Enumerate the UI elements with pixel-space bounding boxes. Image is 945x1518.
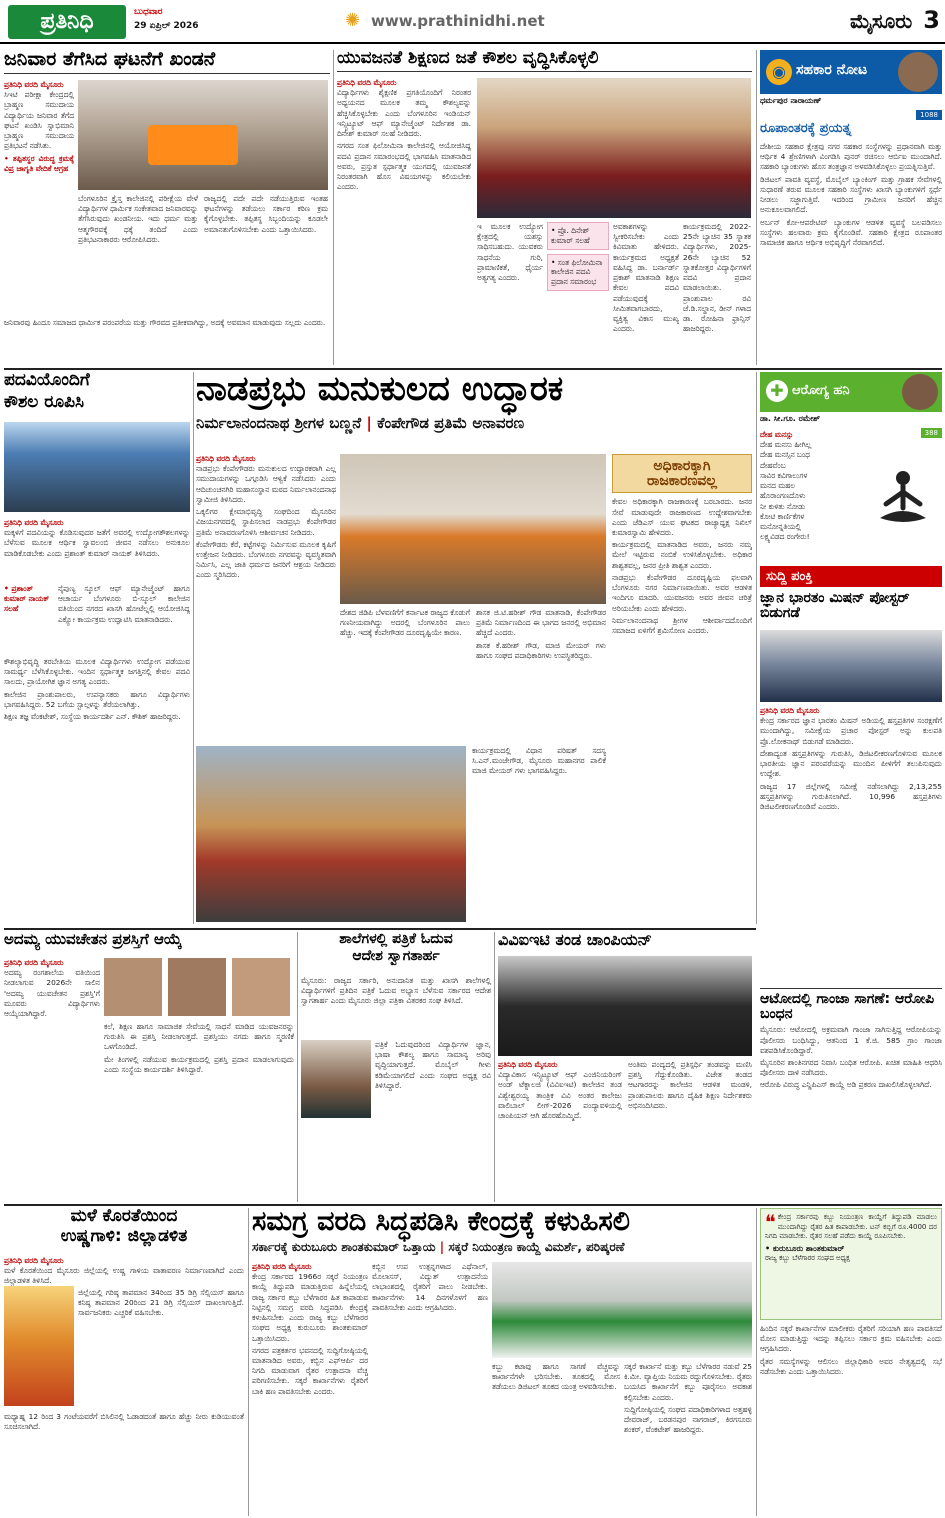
para: ಕಲೆ, ಶಿಕ್ಷಣ ಹಾಗೂ ಸಾಮಾಜಿಕ ಸೇವೆಯಲ್ಲಿ ಸಾಧನೆ ಮಾಡಿದ ಯುವಜನರನ್ನು ಗುರುತಿಸಿ ಈ ಪ್ರಶಸ್ತಿ ನೀಡಲಾಗುತ್ತದೆ. ಪ್ರಶಸ್ತಿಯು ನಗದು ಹಾಗೂ ಸ್ಮರಣಿಕೆ ಒಳಗೊಂಡಿದೆ. — [104, 1022, 294, 1052]
para: ಕೌಶಲ್ಯಾಭಿವೃದ್ಧಿ ತರಬೇತಿಯ ಮೂಲಕ ವಿದ್ಯಾರ್ಥಿಗಳು ಉದ್ಯೋಗ ಪಡೆಯುವ ಸಾಮರ್ಥ್ಯ ಬೆಳೆಸಿಕೊಳ್ಳಬೇಕು. ಇಂದಿನ ಸ್ಪರ್ಧಾತ್ಮಕ ಜಗತ್ತಿನಲ್ಲಿ ಕೇವಲ ಪದವಿ ಸಾಲದು, ಪ್ರಾಯೋಗಿಕ ಜ್ಞಾನ ಅಗತ್ಯ ಎಂದರು. — [4, 657, 190, 687]
article-body — [760, 1025, 942, 1090]
col-3 — [4, 1412, 244, 1512]
headline[interactable]: ಜ್ಞಾನ ಭಾರತಂ ಮಿಷನ್ ಪೋಸ್ಟರ್ ಬಿಡುಗಡೆ — [760, 590, 910, 621]
para: ಕಬ್ಬಿನ ಉಪ ಉತ್ಪನ್ನಗಳಾದ ಎಥೆನಾಲ್, ಮೊಲಾಸಸ್, ವಿದ್ಯುತ್ ಉತ್ಪಾದನೆಯ ಲಾಭಾಂಶದಲ್ಲಿ ರೈತರಿಗೆ ಪಾಲು ನೀಡಬೇಕು. ಕಾರ್ಖಾನೆಗಳು 14 ದಿನಗಳೊಳಗೆ ಹಣ ಪಾವತಿಸಬೇಕು ಎಂದು ಆಗ್ರಹಿಸಿದರು. — [372, 1262, 488, 1312]
logo-text: ಪ್ರತಿನಿಧಿ — [40, 9, 94, 34]
author-photo — [898, 52, 938, 92]
statue-unveiling-photo — [340, 454, 606, 604]
headline-line-2[interactable]: ಆದೇಶ ಸ್ವಾಗತಾರ್ಹ — [352, 947, 440, 964]
masthead-date — [134, 6, 254, 40]
masthead-url-block — [345, 8, 605, 36]
column-banner — [760, 372, 942, 412]
para: ಅರ್ಬನ್ ಕೋ-ಆಪರೇಟಿವ್ ಬ್ಯಾಂಕುಗಳ ಆಡಳಿತ ವ್ಯವಸ್ಥೆ ಬಲಪಡಿಸಲು ಸಂಸ್ಥೆಗಳು ಹಲವಾರು ಕ್ರಮ ಕೈಗೊಂಡಿವೆ. ಸಹಕಾರಿ ಕ್ಷೇತ್ರದ ರೂಪಾಂತರ ಸಾಮಾಜಿಕ ಹಾಗೂ ಆರ್ಥಿಕ ಅಭಿವೃದ್ಧಿಗೆ ನೆರವಾಗಲಿದೆ. — [760, 217, 942, 247]
para: ಮೈಸೂರು: ರಾಜ್ಯದ ಸರ್ಕಾರಿ, ಅನುದಾನಿತ ಮತ್ತು ಖಾಸಗಿ ಶಾಲೆಗಳಲ್ಲಿ ವಿದ್ಯಾರ್ಥಿಗಳಿಗೆ ಪ್ರತಿದಿನ ಪತ್ರಿಕೆ ಓದುವ ಅಭ್ಯಾಸ ಬೆಳೆಸುವ ಸರ್ಕಾರದ ಆದೇಶ ಸ್ವಾಗತಾರ್ಹ ಎಂದು ಮೈಸೂರು ಜಿಲ್ಲಾ ಪತ್ರಿಕಾ ವಿತರಕರ ಸಂಘ ತಿಳಿಸಿದೆ. — [301, 976, 491, 1006]
para: ಮಳೆ ಕೊರತೆಯಿಂದ ಮೈಸೂರು ಜಿಲ್ಲೆಯಲ್ಲಿ ಉಷ್ಣ ಗಾಳಿಯ ವಾತಾವರಣ ನಿರ್ಮಾಣವಾಗಿದೆ ಎಂದು ಜಿಲ್ಲಾಡಳಿತ ತಿಳಿಸಿದೆ. — [4, 1266, 244, 1286]
para: ಕೇವಲ ಅಧಿಕಾರಕ್ಕಾಗಿ ರಾಜಕಾರಣಕ್ಕೆ ಬರಬಾರದು. ಜನರ ಸೇವೆ ಮಾಡುವುದೇ ರಾಜಕಾರಣದ ಉದ್ದೇಶವಾಗಬೇಕು ಎಂದು ಜೆಡಿಎಸ್ ಯುವ ಘಟಕದ ರಾಜ್ಯಾಧ್ಯಕ್ಷ ನಿಖಿಲ್ ಕುಮಾರಸ್ವಾಮಿ ಹೇಳಿದರು. — [612, 497, 752, 538]
para: ಜನಿವಾರವು ಹಿಂದೂ ಸಮಾಜದ ಧಾರ್ಮಿಕ ಪರಂಪರೆಯ ಮತ್ತು ಗೌರವದ ಪ್ರತೀಕವಾಗಿದ್ದು, ಅದಕ್ಕೆ ಅವಮಾನ ಮಾಡುವುದು ಸಲ್ಲದು ಎಂದರು. — [4, 318, 326, 327]
poem-line: ದೇಹ ಮನಸು ಹೀಗಿಲ್ಲ — [760, 440, 812, 450]
col-3 — [476, 608, 606, 742]
para: ಒಕ್ಕಲಿಗರ ಕ್ಷೇಮಾಭಿವೃದ್ಧಿ ಸಂಘದಿಂದ ಮೈಸೂರಿನ ವಿಜಯನಗರದಲ್ಲಿ ಸ್ಥಾಪಿಸಲಾದ ನಾಡಪ್ರಭು ಕೆಂಪೇಗೌಡರ ಪ್ರತಿಮೆ ಅನಾವರಣಗೊಳಿಸಿ ಆಶೀರ್ವಚನ ನೀಡಿದರು. — [196, 507, 336, 537]
col-4 — [472, 746, 606, 922]
poem-line: ಮನದ ಮಹಲ — [760, 481, 796, 491]
dateline: ಪ್ರತಿನಿಧಿ ವರದಿ ಮೈಸೂರು — [337, 78, 397, 87]
graduation-photo — [477, 78, 751, 218]
col-2 — [375, 1040, 491, 1200]
inset-title — [612, 454, 752, 493]
dateline: ಪ್ರತಿನಿಧಿ ವರದಿ ಮೈಸೂರು — [498, 1060, 558, 1069]
para: ಕಾರ್ಯಕ್ರಮದಲ್ಲಿ ಮಾತನಾಡಿದ ಅವರು, ಜನರು ನಮ್ಮ ಮೇಲೆ ಇಟ್ಟಿರುವ ನಂಬಿಕೆ ಉಳಿಸಿಕೊಳ್ಳಬೇಕು. ಅಧಿಕಾರ ಶಾಶ್ವತವಲ್ಲ, ಜನರ ಪ್ರೀತಿ ಶಾಶ್ವತ ಎಂದರು. — [612, 540, 752, 570]
col-1 — [498, 1060, 622, 1200]
col-2 — [104, 1022, 294, 1198]
col-1 — [4, 518, 190, 578]
para: ಇ ಮೂಲಕ ಉದ್ಯೋಗ ಕ್ಷೇತ್ರದಲ್ಲಿ ಯಶಸ್ಸು ಸಾಧಿಸಬಹುದು. ಯುವಕರು ಸಾಧನೆಯ ಗುರಿ, ಪ್ರಾಮಾಣಿಕತೆ, ಧೈರ್ಯ ಅತ್ಯಗತ್ಯ ಎಂದರು. — [477, 222, 543, 283]
inset-adhikarakkagi — [612, 454, 752, 922]
para: ದೇಶೀಯ ಸಹಕಾರ ಕ್ಷೇತ್ರವು ನಗರ ಸಹಕಾರ ಸಂಸ್ಥೆಗಳನ್ನು ಪ್ರಧಾನವಾಗಿ ಮತ್ತು ಆರ್ಥಿಕ 4 ಶ್ರೇಣಿಗಳಾಗಿ ವಿಂಗಡಿಸಿ ಪುನರ್ ರಚಿಸಲು ಆರ್ಬಿಐ ಮುಂದಾಗಿದೆ. ಸಹಕಾರಿ ಬ್ಯಾಂಕುಗಳು ಹೊಸ ತಂತ್ರಜ್ಞಾನ ಅಳವಡಿಸಿಕೊಳ್ಳಲು ಪ್ರಯತ್ನಿಸುತ್ತಿವೆ. — [760, 142, 942, 172]
para: ದೇಶದ ಜಿಡಿಪಿ ಬೆಳವಣಿಗೆಗೆ ಕರ್ನಾಟಕ ರಾಜ್ಯದ ಕೊಡುಗೆ ಗಣನೀಯವಾಗಿದ್ದು ಅದರಲ್ಲಿ ಬೆಂಗಳೂರಿನ ಪಾಲು ಹೆಚ್ಚು. ಇದಕ್ಕೆ ಕೆಂಪೇಗೌಡರ ದೂರದೃಷ್ಟಿಯೇ ಕಾರಣ. — [340, 608, 470, 638]
para: ಶಿಕ್ಷಣ ತಜ್ಞ ವೆಂಕಟೇಶ್, ಸಂಸ್ಥೆಯ ಕಾರ್ಯದರ್ಶಿ ಎನ್. ಕೌಶಿಕ್ ಹಾಜರಿದ್ದರು. — [4, 712, 181, 722]
dateline: ಪ್ರತಿನಿಧಿ ವರದಿ ಮೈಸೂರು — [196, 454, 256, 463]
para: ಅದಮ್ಯ ರಂಗಶಾಲೆಯ ವತಿಯಿಂದ ನೀಡಲಾಗುವ 2026ನೇ ಸಾಲಿನ 'ಅದಮ್ಯ ಯುವಚೇತನ ಪ್ರಶಸ್ತಿ'ಗೆ ಮೂವರು ವಿದ್ಯಾರ್ಥಿಗಳು ಆಯ್ಕೆಯಾಗಿದ್ದಾರೆ. — [4, 968, 100, 1019]
para: ಮಧ್ಯಾಹ್ನ 12 ರಿಂದ 3 ಗಂಟೆಯವರೆಗೆ ಬಿಸಿಲಿನಲ್ಲಿ ಓಡಾಡದಂತೆ ಹಾಗೂ ಹೆಚ್ಚು ನೀರು ಕುಡಿಯುವಂತೆ ಸೂಚಿಸಲಾಗಿದೆ. — [4, 1412, 244, 1432]
col-1 — [196, 454, 336, 744]
column-suddi-pankti — [760, 566, 942, 986]
column-aarogya-hani — [760, 372, 942, 562]
protest-photo — [78, 80, 328, 190]
para: ಹಿಂದಿನ ಸಕ್ಕರೆ ಕಾರ್ಖಾನೆಗಳ ಮಾಲೀಕರು ರೈತರಿಗೆ ಸರಿಯಾಗಿ ಹಣ ಪಾವತಿಸದೆ ಮೋಸ ಮಾಡುತ್ತಿದ್ದು ಇದನ್ನು ತಪ್ಪಿಸಲು ಸರ್ಕಾರ ಕ್ರಮ ವಹಿಸಬೇಕು ಎಂದು ಆಗ್ರಹಿಸಿದರು. — [760, 1324, 942, 1354]
dateline: ಪ್ರತಿನಿಧಿ ವರದಿ ಮೈಸೂರು — [252, 1262, 312, 1271]
tag-2: • ಸಂತ ಫಿಲೋಮಿನಾ ಕಾಲೇಜಿನ ಪದವಿ ಪ್ರದಾನ ಸಮಾರಂಭ — [547, 254, 609, 291]
pull-tags — [547, 222, 609, 362]
para: ಮೈಸೂರಿನ ಶಾಂತಿನಗರದ ನಿವಾಸಿ ಬಂಧಿತ ಆರೋಪಿ. ಖಚಿತ ಮಾಹಿತಿ ಆಧರಿಸಿ ಪೊಲೀಸರು ದಾಳಿ ನಡೆಸಿದರು. — [760, 1058, 942, 1078]
para: ಮೇ ತಿಂಗಳಲ್ಲಿ ನಡೆಯುವ ಕಾರ್ಯಕ್ರಮದಲ್ಲಿ ಪ್ರಶಸ್ತಿ ಪ್ರದಾನ ಮಾಡಲಾಗುವುದು ಎಂದು ಸಂಸ್ಥೆಯ ಕಾರ್ಯದರ್ಶಿ ತಿಳಿಸಿದ್ದಾರೆ. — [104, 1054, 294, 1074]
author-name: ಧರ್ಮಪುರ ನಾರಾಯಣ್ — [760, 96, 822, 105]
person-photo — [301, 1040, 371, 1118]
col-3 — [613, 222, 679, 362]
intro: ಸಿಇಟಿ ಪರೀಕ್ಷಾ ಕೇಂದ್ರದಲ್ಲಿ ಬ್ರಾಹ್ಮಣ ಸಮುದಾಯ ವಿದ್ಯಾರ್ಥಿಯ ಜನಿವಾರ ತೆಗೆದ ಘಟನೆ ಖಂಡಿಸಿ ಸ್ವಾಭಿಮಾನಿ ಬ್ರಾಹ್ಮಣ ಸಮುದಾಯ ಪ್ರತಿಭಟನೆ ನಡೆಸಿತು. — [4, 90, 74, 151]
side-tag: • ಪ್ರಶಾಂತ್ ಕುಮಾರ್ ನಾಯಕ್ ಸಲಹೆ — [4, 584, 54, 613]
col-1 — [4, 958, 100, 1198]
col-2 — [340, 608, 470, 742]
col-3 — [4, 657, 190, 922]
poster-release-photo — [760, 630, 942, 702]
headline-line-2[interactable]: ಕೌಶಲ ರೂಪಿಸಿ — [4, 391, 84, 412]
para: ಪತ್ರಿಕೆ ಓದುವುದರಿಂದ ವಿದ್ಯಾರ್ಥಿಗಳ ಜ್ಞಾನ, ಭಾಷಾ ಕೌಶಲ್ಯ ಹಾಗೂ ಸಾಮಾನ್ಯ ಅರಿವು ವೃದ್ಧಿಯಾಗುತ್ತದೆ. ಮೊಬೈಲ್ ಗೀಳು ಕಡಿಮೆಯಾಗಲಿದೆ ಎಂದು ಸಂಘದ ಅಧ್ಯಕ್ಷ ರವಿ ತಿಳಿಸಿದ್ದಾರೆ. — [375, 1040, 491, 1090]
column-code: 1088 — [916, 110, 942, 120]
para: ಕೇಂದ್ರ ಸರ್ಕಾರದ ಜ್ಞಾನ ಭಾರತಂ ಮಿಷನ್ ಅಡಿಯಲ್ಲಿ ಹಸ್ತಪ್ರತಿಗಳ ಸಂರಕ್ಷಣೆಗೆ ಮುಂದಾಗಿದ್ದು, ಸಮೀಕ್ಷೆಯ ಪ್ರಚಾರ ಪೋಸ್ಟರ್ ಅನ್ನು ಕುಲಪತಿ ಪ್ರೊ.ಲೋಕನಾಥ್ ಬಿಡುಗಡೆ ಮಾಡಿದರು. — [760, 716, 942, 746]
winner-photo-1 — [104, 958, 162, 1016]
col-2 — [78, 1288, 244, 1408]
poem-line: ನೀ ಕುಳಿತು ನೋಡು — [760, 501, 806, 511]
para: ಕಾರ್ಯಕ್ರಮದಲ್ಲಿ 2022-25ನೇ ಬ್ಯಾಚಿನ 35 ಸ್ನಾತಕ ವಿದ್ಯಾರ್ಥಿಗಳು, 2025-26ನೇ ಬ್ಯಾಚಿನ 52 ಸ್ನಾತಕೋತ್ತರ ವಿದ್ಯಾರ್ಥಿಗಳಿಗೆ ಪದವಿ ಪ್ರದಾನ ಮಾಡಲಾಯಿತು. ಪ್ರಾಂಶುಪಾಲ ರವಿ ಜೆ.ಡಿ.ಸಲ್ಡಾನ, ಡೀನ್ ಗಳಾದ ಡಾ. ರೋಹಿನಾ ಫ್ರಾನ್ಸಿಸ್ ಹಾಜರಿದ್ದರು. — [683, 222, 751, 334]
quote-byline: • ಕುರುಬೂರು ಶಾಂತಕುಮಾರ್ — [765, 1243, 845, 1253]
col-4 — [624, 1362, 752, 1514]
col-wide — [4, 318, 328, 364]
article-samagra-varadi — [252, 1208, 752, 1516]
para: ಬೆಂಗಳೂರಿನ ಕ್ರೈಸ್ತ ಕಾಲೇಜಿನಲ್ಲಿ ಪರೀಕ್ಷೆಯ ವೇಳೆ ವಿದ್ಯಾರ್ಥಿಗಳ ಧಾರ್ಮಿಕ ಸಂಕೇತವಾದ ಜನಿವಾರವನ್ನು ತೆಗೆಸಿರುವುದು ಖಂಡನೀಯ. ಇದು ಧರ್ಮ ಮತ್ತು ಆತ್ಮಗೌರವಕ್ಕೆ ಧಕ್ಕೆ ತಂದಿದೆ ಎಂದು ಪ್ರತಿಭಟನಾಕಾರರು ಆರೋಪಿಸಿದರು. — [78, 194, 198, 244]
city-label: ಮೈಸೂರು — [849, 9, 913, 33]
subheadline: ಸರ್ಕಾರಕ್ಕೆ ಕುರುಬೂರು ಶಾಂತಕುಮಾರ್ ಒತ್ತಾಯ | ಸಕ್ಕರೆ ನಿಯಂತ್ರಣ ಕಾಯ್ದೆ ವಿಮರ್ಶೆ, ಪರಿಷ್ಕರಣೆ — [252, 1240, 625, 1255]
subhead-a: ನಿರ್ಮಲಾನಂದನಾಥ ಶ್ರೀಗಳ ಬಣ್ಣನೆ — [196, 413, 362, 432]
quote-text: ಕೇಂದ್ರ ಸರ್ಕಾರವು ಕಬ್ಬು ನಿಯಂತ್ರಣ ಕಾಯ್ದೆಗೆ ತಿದ್ದುಪಡಿ ಮಾಡಲು ಮುಂದಾಗಿದ್ದು ರೈತರ ಹಿತ ಕಾಪಾಡಬೇಕು. ಟನ್ ಕಬ್ಬಿಗೆ ರೂ.4000 ದರ ನಿಗದಿ ಮಾಡಬೇಕು. ರೈತರ ಸಲಹೆ ಪಡೆದು ಕಾಯ್ದೆ ರೂಪಿಸಬೇಕು. — [765, 1213, 937, 1241]
para: ರಾಜ್ಯದಲ್ಲಿ ಪದೇ ಪದೇ ನಡೆಯುತ್ತಿರುವ ಇಂತಹ ಘಟನೆಗಳನ್ನು ತಡೆಯಲು ಸರ್ಕಾರ ಕಠಿಣ ಕ್ರಮ ಕೈಗೊಳ್ಳಬೇಕು. ತಪ್ಪಿತಸ್ಥ ಸಿಬ್ಬಂದಿಯನ್ನು ಕೂಡಲೇ ಅಮಾನತುಗೊಳಿಸಬೇಕು ಎಂದು ಒತ್ತಾಯಿಸಿದರು. — [204, 194, 328, 234]
subhead-b: ಸಕ್ಕರೆ ನಿಯಂತ್ರಣ ಕಾಯ್ದೆ ವಿಮರ್ಶೆ, ಪರಿಷ್ಕರಣೆ — [448, 1240, 625, 1255]
inset-title-a[interactable]: ಅಧಿಕಾರಕ್ಕಾಗಿ — [653, 458, 711, 474]
para: ಕಬ್ಬು ಕಟಾವು ಹಾಗೂ ಸಾಗಣೆ ವೆಚ್ಚವನ್ನು ಕಾರ್ಖಾನೆಗಳೇ ಭರಿಸಬೇಕು. ತೂಕದಲ್ಲಿ ಮೋಸ ತಡೆಯಲು ಡಿಜಿಟಲ್ ತೂಕದ ಯಂತ್ರ ಅಳವಡಿಸಬೇಕು. — [492, 1362, 620, 1392]
para: ಶಾಸಕ ಕೆ.ಹರೀಶ್ ಗೌಡ, ಮಾಜಿ ಮೇಯರ್ ಗಳು ಹಾಗೂ ಸಂಘದ ಪದಾಧಿಕಾರಿಗಳು ಉಪಸ್ಥಿತರಿದ್ದರು. — [476, 640, 606, 660]
para: ವಿದ್ಯಾವಿಕಾಸ ಇನ್ಸ್ಟಿಟ್ಯೂಟ್ ಆಫ್ ಎಂಜಿನಿಯರಿಂಗ್ ಅಂಡ್ ಟೆಕ್ನಾಲಜಿ (ವಿವಿಐಇಟಿ) ಕಾಲೇಜಿನ ತಂಡ ವಿಶ್ವೇಶ್ವರಯ್ಯ ತಾಂತ್ರಿಕ ವಿವಿ ಅಂತರ ಕಾಲೇಜು ವಾಲಿಬಾಲ್ ಲೀಗ್-2026 ಪಂದ್ಯಾವಳಿಯಲ್ಲಿ ಚಾಂಪಿಯನ್ ಆಗಿ ಹೊರಹೊಮ್ಮಿದೆ. — [498, 1070, 622, 1121]
article-heatwave — [4, 1208, 244, 1516]
headline-line-2[interactable]: ಉಷ್ಣಗಾಳಿ: ಜಿಲ್ಲಾಡಳಿತ — [60, 1225, 188, 1246]
headline-line-1[interactable]: ಪದವಿಯೊಂದಿಗೆ — [4, 372, 90, 390]
headline[interactable]: ಯುವಜನತೆ ಶಿಕ್ಷಣದ ಜತೆ ಕೌಶಲ ವೃದ್ಧಿಸಿಕೊಳ್ಳಲಿ — [337, 50, 752, 72]
poem-line: ದೇಹ ಮನಸ್ಸಿನ ಬಂಧ — [760, 450, 810, 460]
para: ವಿದ್ಯಾರ್ಥಿಗಳು ಶೈಕ್ಷಣಿಕ ಪ್ರಗತಿಯೊಂದಿಗೆ ನಿರಂತರ ಅಧ್ಯಯನದ ಮೂಲಕ ತಮ್ಮ ಕೌಶಲ್ಯವನ್ನು ಹೆಚ್ಚಿಸಿಕೊಳ್ಳಬೇಕು ಎಂದು ಬೆಂಗಳೂರಿನ ಇಂಡಿಯನ್ ಇನ್ಸ್ಟಿಟ್ಯೂಟ್ ಆಫ್ ಮ್ಯಾನೇಜ್ಮೆಂಟ್ ನಿರ್ದೇಶಕ ಡಾ. ದಿನೇಶ್ ಕುಮಾರ್ ಸಲಹೆ ನೀಡಿದರು. — [337, 88, 471, 139]
poem-line: ಮನೋನ್ನತಿಯಲ್ಲಿ — [760, 521, 801, 531]
headline[interactable]: ಜನಿವಾರ ತೆಗೆಸಿದ ಘಟನೆಗೆ ಖಂಡನೆ — [4, 50, 330, 74]
para: ಮೈಸೂರು: ಆಟೋದಲ್ಲಿ ಅಕ್ರಮವಾಗಿ ಗಾಂಜಾ ಸಾಗಿಸುತ್ತಿದ್ದ ಆರೋಪಿಯನ್ನು ಪೊಲೀಸರು ಬಂಧಿಸಿದ್ದು, ಆತನಿಂದ 1 ಕೆ.ಜಿ. 585 ಗ್ರಾಂ ಗಾಂಜಾ ವಶಪಡಿಸಿಕೊಂಡಿದ್ದಾರೆ. — [760, 1025, 942, 1055]
article-vviet-champion — [498, 932, 752, 1202]
para: ನಗರದ ಸಂತ ಫಿಲೋಮಿನಾ ಕಾಲೇಜಿನಲ್ಲಿ ಆಯೋಜಿಸಿದ್ದ ಪದವಿ ಪ್ರದಾನ ಸಮಾರಂಭದಲ್ಲಿ ಭಾಗವಹಿಸಿ ಮಾತನಾಡಿದ ಅವರು, ಪ್ರಸ್ತುತ ಸ್ಪರ್ಧಾತ್ಮಕ ಯುಗದಲ್ಲಿ ಯುವಜನತೆ ನಿರಂತರವಾಗಿ ಹೊಸ ವಿಷಯಗಳನ್ನು ಕಲಿಯಬೇಕು ಎಂದರು. — [337, 141, 471, 192]
col-2 — [477, 222, 543, 362]
col-1 — [252, 1262, 368, 1514]
section-title: ಸುದ್ದಿ ಪಂಕ್ತಿ — [760, 566, 942, 587]
expo-photo — [4, 422, 190, 512]
article-shale-patrike — [301, 932, 491, 1202]
col-2 — [78, 194, 198, 334]
headline-line-1[interactable]: ಶಾಲೆಗಳಲ್ಲಿ ಪತ್ರಿಕೆ ಓದುವ — [339, 932, 453, 947]
quote-role: ರಾಜ್ಯ ಕಬ್ಬು ಬೆಳೆಗಾರರ ಸಂಘದ ಅಧ್ಯಕ್ಷ — [765, 1253, 850, 1262]
para: ಅವಕಾಶಗಳನ್ನು ಸ್ವೀಕರಿಸಬೇಕು ಎಂದು ಕಿವಿಮಾತು ಹೇಳಿದರು. ಕಾರ್ಯಕ್ರಮದ ಅಧ್ಯಕ್ಷತೆ ವಹಿಸಿದ್ದ ಡಾ. ಬರ್ನಾರ್ಡ್ ಪ್ರಕಾಶ್ ಮಾತನಾಡಿ ಶಿಕ್ಷಣ ಕೇವಲ ಪದವಿ ಪಡೆಯುವುದಕ್ಕೆ ಸೀಮಿತವಾಗಬಾರದು, ವ್ಯಕ್ತಿತ್ವ ವಿಕಾಸ ಮುಖ್ಯ ಎಂದರು. — [613, 222, 679, 334]
quote-followup — [760, 1324, 942, 1377]
column-sahakara-nota — [760, 50, 942, 365]
dateline: ಪ್ರತಿನಿಧಿ ವರದಿ ಮೈಸೂರು — [4, 80, 64, 89]
dateline: ಪ್ರತಿನಿಧಿ ವರದಿ ಮೈಸೂರು — [4, 1256, 64, 1265]
para: ಶಾಸಕ ಜಿ.ಟಿ.ಹರೀಶ್ ಗೌಡ ಮಾತನಾಡಿ, ಕೆಂಪೇಗೌಡರ ಪ್ರತಿಮೆ ನಿರ್ಮಾಣದಿಂದ ಈ ಭಾಗದ ಜನರಲ್ಲಿ ಅಭಿಮಾನ ಹೆಚ್ಚಿದೆ ಎಂದರು. — [476, 608, 606, 638]
poem-line: ಹೊರಾಂಗಣದೊಳು — [760, 491, 806, 501]
subhead-b: ಕೆಂಪೇಗೌಡ ಪ್ರತಿಮೆ ಅನಾವರಣ — [377, 413, 525, 432]
meditation-icon — [868, 464, 938, 534]
para: ಸುದ್ದಿಗೋಷ್ಠಿಯಲ್ಲಿ ಸಂಘದ ಪದಾಧಿಕಾರಿಗಳಾದ ಅತ್ತಹಳ್ಳಿ ದೇವರಾಜ್, ಬರಡನಪುರ ನಾಗರಾಜ್, ಕಿರಗಸೂರು ಶಂಕರ್, ವೆಂಕಟೇಶ್ ಹಾಜರಿದ್ದರು. — [624, 1404, 752, 1435]
website-link[interactable]: www.prathinidhi.net — [371, 12, 545, 30]
author-name: ಡಾ. ಸೀ.ಗೂ. ರಮೇಶ್ — [760, 414, 821, 423]
col-3 — [204, 194, 328, 334]
day-label: ಬುಧವಾರ — [134, 7, 163, 17]
para: ಕೆಂಪೇಗೌಡರು ಕೆರೆ, ಕಟ್ಟೆಗಳನ್ನು ನಿರ್ಮಿಸುವ ಮೂಲಕ ಕೃಷಿಗೆ ಉತ್ತೇಜನ ನೀಡಿದರು. ಬೆಂಗಳೂರು ನಗರವನ್ನು ವ್ಯವಸ್ಥಿತವಾಗಿ ನಿರ್ಮಿಸಿ, ಎಲ್ಲ ಜಾತಿ ಧರ್ಮದ ಜನರಿಗೆ ಆಶ್ರಯ ನೀಡಿದರು ಎಂದು ಸ್ಮರಿಸಿದರು. — [196, 539, 336, 580]
winner-photo-2 — [168, 958, 226, 1016]
para: ಕೇಂದ್ರ ಸರ್ಕಾರದ 1966ರ ಸಕ್ಕರೆ ನಿಯಂತ್ರಣ ಕಾಯ್ದೆ ತಿದ್ದುಪಡಿ ಮಾಡುತ್ತಿರುವ ಹಿನ್ನೆಲೆಯಲ್ಲಿ ರಾಜ್ಯ ಸರ್ಕಾರ ಕಬ್ಬು ಬೆಳೆಗಾರರ ಹಿತ ಕಾಪಾಡುವ ನಿಟ್ಟಿನಲ್ಲಿ ಸಮಗ್ರ ವರದಿ ಸಿದ್ಧಪಡಿಸಿ ಕೇಂದ್ರಕ್ಕೆ ಕಳುಹಿಸಬೇಕು ಎಂದು ರಾಜ್ಯ ಕಬ್ಬು ಬೆಳೆಗಾರರ ಸಂಘದ ಅಧ್ಯಕ್ಷ ಕುರುಬೂರು ಶಾಂತಕುಮಾರ್ ಒತ್ತಾಯಿಸಿದರು. — [252, 1272, 368, 1343]
headline[interactable]: ಸಮಗ್ರ ವರದಿ ಸಿದ್ಧಪಡಿಸಿ ಕೇಂದ್ರಕ್ಕೆ ಕಳುಹಿಸಲಿ — [252, 1208, 630, 1237]
poem-line: ದೇಹವೆಂಬ — [760, 460, 786, 470]
para: ಆರೋಪಿ ವಿರುದ್ಧ ಎನ್ಡಿಪಿಎಸ್ ಕಾಯ್ದೆ ಅಡಿ ಪ್ರಕರಣ ದಾಖಲಿಸಿಕೊಳ್ಳಲಾಗಿದೆ. — [760, 1080, 932, 1090]
tag-1: • ಪ್ರೊ. ದಿನೇಶ್ ಕುಮಾರ್ ಸಲಹೆ — [547, 222, 609, 250]
headline-line-1[interactable]: ಮಳೆ ಕೊರತೆಯಿಂದ — [70, 1208, 178, 1226]
column-code: 388 — [921, 428, 942, 438]
col-4 — [683, 222, 751, 362]
article-body — [760, 706, 942, 986]
author-photo — [902, 374, 938, 410]
masthead-city — [770, 6, 940, 40]
col-1 — [301, 976, 491, 1036]
col-3 — [492, 1362, 620, 1514]
para: ಕಾರ್ಯಕ್ರಮದಲ್ಲಿ ವಿಧಾನ ಪರಿಷತ್ ಸದಸ್ಯ ಸಿ.ಎನ್.ಮಂಜೇಗೌಡ, ಮೈಸೂರು ಮಹಾನಗರ ಪಾಲಿಕೆ ಮಾಜಿ ಮೇಯರ್ ಗಳು ಭಾಗವಹಿಸಿದ್ದರು. — [472, 746, 606, 776]
winner-photo-3 — [232, 958, 290, 1016]
para: ಸಕ್ಕರೆ ಕಾರ್ಖಾನೆ ಮತ್ತು ಕಬ್ಬು ಬೆಳೆಗಾರರ ನಡುವೆ 25 ಕಿ.ಮೀ. ವ್ಯಾಪ್ತಿಯ ನಿಯಮ ರದ್ದುಗೊಳಿಸಬೇಕು. ರೈತರು ಬಯಸಿದ ಕಾರ್ಖಾನೆಗೆ ಕಬ್ಬು ಪೂರೈಸಲು ಅವಕಾಶ ಕಲ್ಪಿಸಬೇಕು ಎಂದರು. — [624, 1362, 752, 1402]
eye-icon: ◉ — [766, 59, 792, 85]
para: ಕಾಲೇಜಿನ ಪ್ರಾಂಶುಪಾಲರು, ಉಪನ್ಯಾಸಕರು ಹಾಗೂ ವಿದ್ಯಾರ್ಥಿಗಳು ಭಾಗವಹಿಸಿದ್ದರು. 52 ಬಗೆಯ ಸ್ಟಾಲ್ಗಳನ್ನು ತೆರೆಯಲಾಗಿತ್ತು. — [4, 689, 190, 709]
page-number: 3 — [923, 6, 940, 34]
sidebar-box — [4, 584, 54, 644]
garland-photo — [196, 746, 466, 922]
headline[interactable]: ವಿವಿಐಇಟಿ ತಂಡ ಚಾಂಪಿಯನ್ — [498, 932, 652, 949]
masthead — [0, 0, 945, 44]
poem-line: ಕೋಟಿ ಕಾರ್ಣಿಕೆಗಳ — [760, 511, 805, 521]
poem-line: ಲಕ್ಷ್ಯವಿಡದ ರಂಗೇರು! — [760, 532, 810, 542]
thermometer-photo — [4, 1286, 74, 1406]
column-title[interactable]: ರೂಪಾಂತರಕ್ಕೆ ಪ್ರಯತ್ನ — [760, 121, 852, 136]
para: ಮಕ್ಕಳಿಗೆ ಪದವಿಯನ್ನು ಕೊಡಿಸುವುದರ ಜತೆಗೆ ಅವರಲ್ಲಿ ಉದ್ಯೋಗಕೌಶಲಗಳನ್ನು ಬೆಳೆಸುವ ಮೂಲಕ ಆರ್ಥಿಕ ಸ್ವಾವಲಂಬಿ ಜೀವನ ನಡೆಸಲು ಅನುಕೂಲ ಮಾಡಿಕೊಡಬೇಕು ಎಂದು ಪ್ರಶಾಂತ್ ಕುಮಾರ್ ನಾಯಕ್ ತಿಳಿಸಿದರು. — [4, 528, 190, 558]
col-1 — [4, 1256, 244, 1286]
article-ganja-arrest — [760, 988, 942, 1200]
col-2 — [58, 584, 190, 654]
sidebar-point: • ತಪ್ಪಿತಸ್ಥರ ವಿರುದ್ಧ ಕ್ರಮಕ್ಕೆ ವಿಪ್ರ ಜಾಗೃತಿ ವೇದಿಕೆ ಆಗ್ರಹ — [4, 153, 74, 173]
poem-line: ದೇಹ ಮನಸ್ಸು — [760, 430, 794, 439]
para: ರಾಜ್ಯದ 17 ಜಿಲ್ಲೆಗಳಲ್ಲಿ ಸಮೀಕ್ಷೆ ನಡೆಸಲಾಗಿದ್ದು 2,13,255 ಹಸ್ತಪ್ರತಿಗಳನ್ನು ಗುರುತಿಸಲಾಗಿದೆ. 10,996 ಹಸ್ತಪ್ರತಿಗಳು ಡಿಜಿಟಲೀಕರಣಗೊಂಡಿವೆ ಎಂದರು. — [760, 781, 942, 811]
dateline: ಪ್ರತಿನಿಧಿ ವರದಿ ಮೈಸೂರು — [760, 706, 820, 715]
quote-box — [760, 1208, 942, 1516]
subhead-a: ಸರ್ಕಾರಕ್ಕೆ ಕುರುಬೂರು ಶಾಂತಕುಮಾರ್ ಒತ್ತಾಯ — [252, 1240, 436, 1255]
col-1 — [337, 78, 471, 363]
dateline: ಪ್ರತಿನಿಧಿ ವರದಿ ಮೈಸೂರು — [4, 518, 64, 527]
col-2 — [628, 1060, 752, 1200]
inset-title-b[interactable]: ರಾಜಕಾರಣವಲ್ಲ — [646, 472, 718, 489]
para: ನಗರದ ಪತ್ರಕರ್ತರ ಭವನದಲ್ಲಿ ಸುದ್ದಿಗೋಷ್ಠಿಯಲ್ಲಿ ಮಾತನಾಡಿದ ಅವರು, ಕಬ್ಬಿನ ಎಫ್ಆರ್ಪಿ ದರ ನಿಗದಿ ಮಾಡುವಾಗ ರೈತರ ಉತ್ಪಾದನಾ ವೆಚ್ಚ ಪರಿಗಣಿಸಬೇಕು. ಸಕ್ಕರೆ ಕಾರ್ಖಾನೆಗಳು ರೈತರಿಗೆ ಬಾಕಿ ಹಣ ಪಾವತಿಸಬೇಕು ಎಂದರು. — [252, 1345, 368, 1396]
inset-body — [612, 497, 752, 636]
para: ದೇಶಾದ್ಯಂತ ಹಸ್ತಪ್ರತಿಗಳನ್ನು ಗುರುತಿಸಿ, ಡಿಜಿಟಲೀಕರಣಗೊಳಿಸುವ ಮೂಲಕ ಭಾರತೀಯ ಜ್ಞಾನ ಪರಂಪರೆಯನ್ನು ಮುಂದಿನ ಪೀಳಿಗೆಗೆ ತಲುಪಿಸುವುದು ಉದ್ದೇಶ. — [760, 748, 942, 779]
headline[interactable]: ಆಟೋದಲ್ಲಿ ಗಾಂಜಾ ಸಾಗಣೆ: ಆರೋಪಿ ಬಂಧನ — [760, 991, 935, 1022]
para: ನೈಪುಣ್ಯ ಸ್ಕೂಲ್ ಆಫ್ ಮ್ಯಾನೇಜ್ಮೆಂಟ್ ಹಾಗೂ ಆಚಾರ್ಯ ಬೆಂಗಳೂರು ಬಿ-ಸ್ಕೂಲ್ ಕಾಲೇಜಿನ ವತಿಯಿಂದ ನಗರದ ಖಾಸಗಿ ಹೋಟೆಲ್ನಲ್ಲಿ ಆಯೋಜಿಸಿದ್ದ ಎಕ್ಸ್ಪೋ ಕಾರ್ಯಕ್ರಮ ಉದ್ಘಾಟಿಸಿ ಮಾತನಾಡಿದರು. — [58, 584, 190, 624]
date-label: 29 ಏಪ್ರಿಲ್ 2026 — [134, 20, 199, 31]
quote-icon: ❝ — [765, 1210, 776, 1234]
dateline: ಪ್ರತಿನಿಧಿ ವರದಿ ಮೈಸೂರು — [4, 958, 64, 967]
para: ನಿರ್ಮಲಾನಂದನಾಥ ಶ್ರೀಗಳ ಆಶೀರ್ವಾದದೊಂದಿಗೆ ಸಮಾಜದ ಏಳಿಗೆಗೆ ಶ್ರಮಿಸೋಣ ಎಂದರು. — [612, 615, 752, 635]
column-body — [760, 142, 942, 364]
sun-icon: ✺ — [345, 10, 361, 31]
article-padavi-kaushala — [4, 372, 190, 924]
column-banner — [760, 50, 942, 94]
plus-icon: ✚ — [766, 380, 788, 402]
para: ಡಿಜಿಟಲ್ ಪಾವತಿ ವ್ಯವಸ್ಥೆ, ಮೊಬೈಲ್ ಬ್ಯಾಂಕಿಂಗ್ ಮತ್ತು ಗ್ರಾಹಕ ಸೇವೆಗಳಲ್ಲಿ ಸುಧಾರಣೆ ತರುವ ಮೂಲಕ ಸಹಕಾರಿ ಸಂಸ್ಥೆಗಳು ಖಾಸಗಿ ಬ್ಯಾಂಕುಗಳಿಗೆ ಸ್ಪರ್ಧೆ ನೀಡಲು ಸಜ್ಜಾಗುತ್ತಿವೆ. ಇದರಿಂದ ಗ್ರಾಮೀಣ ಜನರಿಗೆ ಹೆಚ್ಚಿನ ಅನುಕೂಲವಾಗಲಿದೆ. — [760, 174, 942, 215]
newspaper-logo[interactable] — [8, 5, 126, 39]
article-adamya — [4, 932, 294, 1202]
award-photos — [104, 958, 294, 1018]
column-label: ಆರೋಗ್ಯ ಹನಿ — [792, 383, 850, 398]
subheadline: ನಿರ್ಮಲಾನಂದನಾಥ ಶ್ರೀಗಳ ಬಣ್ಣನೆ | ಕೆಂಪೇಗೌಡ ಪ್ರತಿಮೆ ಅನಾವರಣ — [196, 413, 525, 432]
team-photo — [498, 956, 752, 1056]
col-2 — [372, 1262, 488, 1514]
para: ರೈತರ ಸಮಸ್ಯೆಗಳನ್ನು ಆಲಿಸಲು ಜಿಲ್ಲಾಧಿಕಾರಿ ಅವರ ನೇತೃತ್ವದಲ್ಲಿ ಸಭೆ ನಡೆಸಬೇಕು ಎಂದು ಒತ್ತಾಯಿಸಿದರು. — [760, 1356, 942, 1376]
column-label: ಸಹಕಾರ ನೋಟ — [796, 62, 868, 78]
press-meet-photo — [492, 1262, 752, 1358]
para: ಅಂತಿಮ ಪಂದ್ಯದಲ್ಲಿ ಪ್ರತಿಸ್ಪರ್ಧಿ ತಂಡವನ್ನು ಮಣಿಸಿ ಪ್ರಶಸ್ತಿ ಗೆದ್ದುಕೊಂಡಿತು. ವಿಜೇತ ತಂಡದ ಆಟಗಾರರನ್ನು ಕಾಲೇಜಿನ ಆಡಳಿತ ಮಂಡಳಿ, ಪ್ರಾಂಶುಪಾಲರು ಹಾಗೂ ದೈಹಿಕ ಶಿಕ್ಷಣ ನಿರ್ದೇಶಕರು ಅಭಿನಂದಿಸಿದರು. — [628, 1060, 752, 1110]
article-janivara — [4, 50, 330, 365]
para: ನಾಡಪ್ರಭು ಕೆಂಪೇಗೌಡರು ಮನುಕುಲದ ಉದ್ಧಾರಕರಾಗಿ ಎಲ್ಲ ಸಮುದಾಯಗಳನ್ನು ಒಗ್ಗೂಡಿಸಿ ಆಳ್ವಿಕೆ ನಡೆಸಿದರು ಎಂದು ಆದಿಚುಂಚನಗಿರಿ ಮಹಾಸಂಸ್ಥಾನ ಮಠದ ನಿರ್ಮಲಾನಂದನಾಥ ಸ್ವಾಮೀಜಿ ತಿಳಿಸಿದರು. — [196, 464, 336, 504]
quote-panel — [760, 1208, 942, 1320]
banner — [148, 125, 238, 165]
para: ನಾಡಪ್ರಭು ಕೆಂಪೇಗೌಡರ ದೂರದೃಷ್ಟಿಯ ಫಲವಾಗಿ ಬೆಂಗಳೂರು ನಗರ ನಿರ್ಮಾಣವಾಯಿತು. ಅವರ ಆಡಳಿತ ಇಂದಿಗೂ ಮಾದರಿ. ಯುವಜನರು ಅವರ ಜೀವನ ಚರಿತ್ರೆ ಅರಿಯಬೇಕು ಎಂದು ಹೇಳಿದರು. — [612, 572, 752, 613]
headline[interactable]: ಅದಮ್ಯ ಯುವಚೇತನ ಪ್ರಶಸ್ತಿಗೆ ಆಯ್ಕೆ — [4, 932, 182, 948]
article-youth-skills — [337, 50, 752, 365]
poem — [760, 430, 860, 560]
article-nadaprabhu — [196, 372, 752, 924]
headline[interactable]: ನಾಡಪ್ರಭು ಮನುಕುಲದ ಉದ್ಧಾರಕ — [196, 372, 564, 409]
poem-line: ಸಾವಿರ ಕವಿಗಾಲುಗಳ — [760, 470, 808, 480]
para: ಜಿಲ್ಲೆಯಲ್ಲಿ ಗರಿಷ್ಠ ತಾಪಮಾನ 34ರಿಂದ 35 ಡಿಗ್ರಿ ಸೆಲ್ಸಿಯಸ್ ಹಾಗೂ ಕನಿಷ್ಠ ತಾಪಮಾನ 20ರಿಂದ 21 ಡಿಗ್ರಿ ಸೆಲ್ಸಿಯಸ್ ದಾಖಲಾಗುತ್ತಿದೆ. ಸಾರ್ವಜನಿಕರು ಎಚ್ಚರಿಕೆ ವಹಿಸಬೇಕು. — [78, 1288, 244, 1318]
